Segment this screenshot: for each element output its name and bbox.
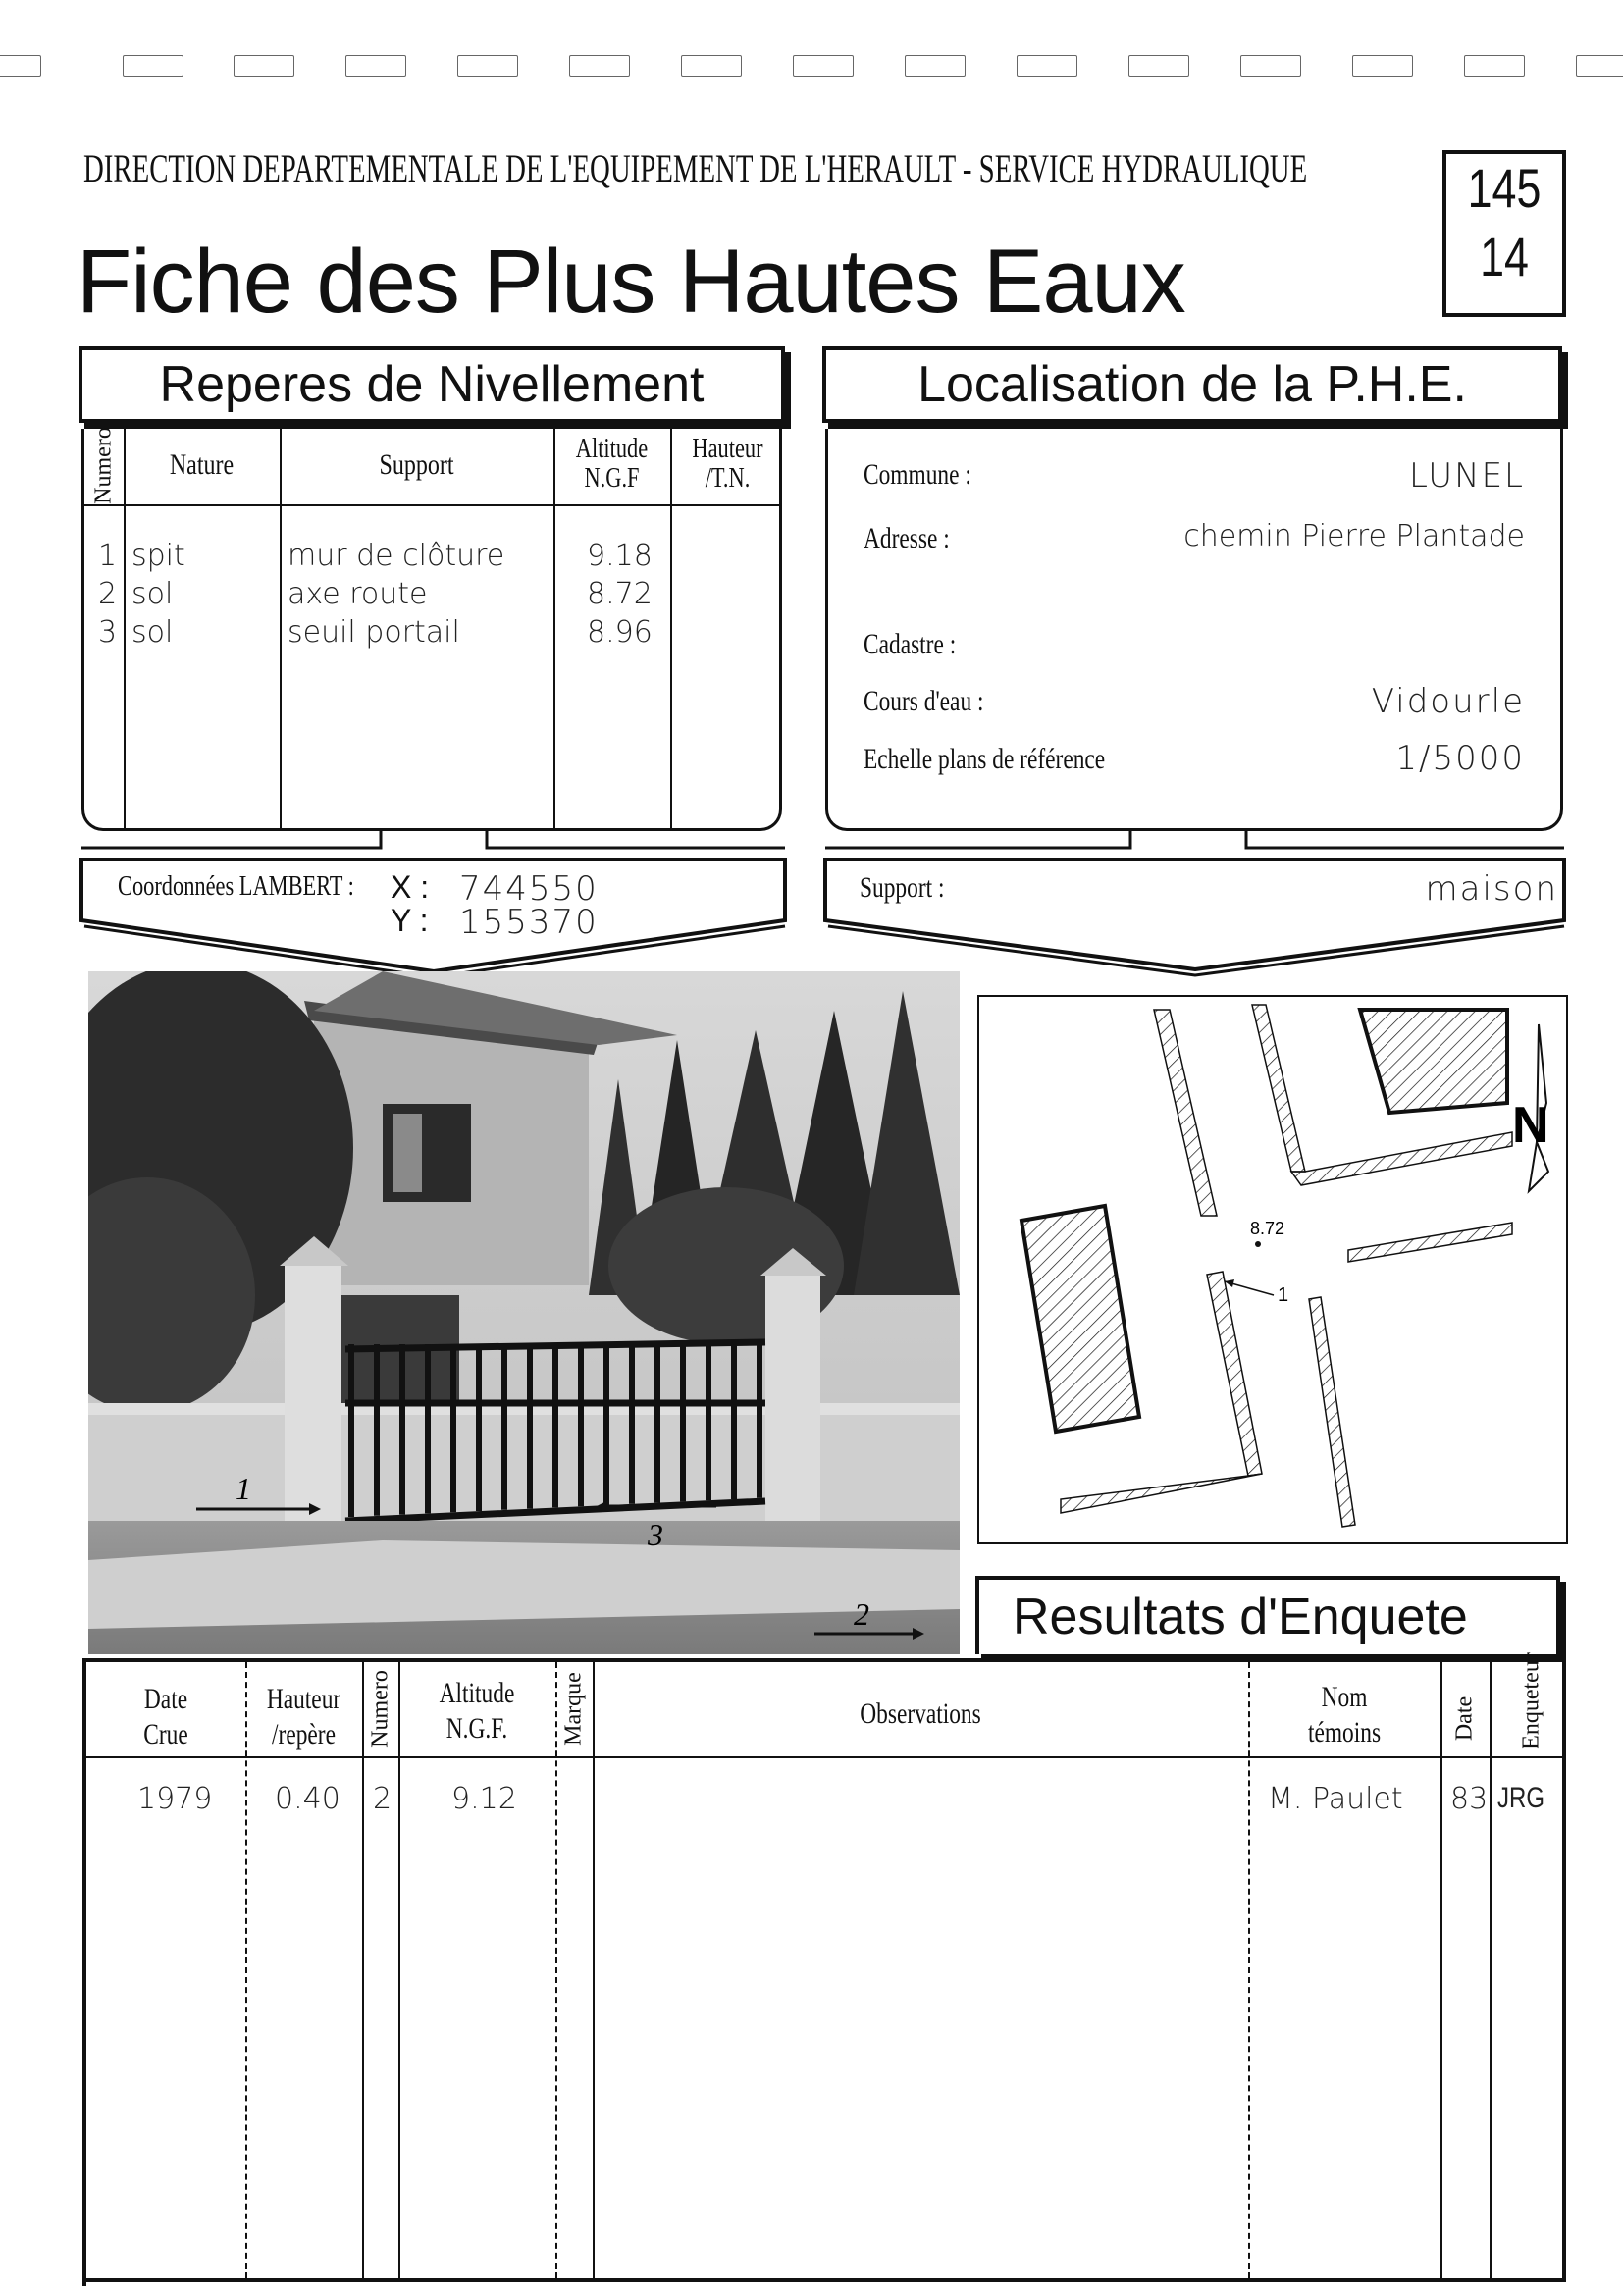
echelle-value: 1/5000 xyxy=(1395,739,1525,778)
page-title: Fiche des Plus Hautes Eaux xyxy=(77,232,1185,332)
localisation-heading-text: Localisation de la P.H.E. xyxy=(917,356,1467,413)
resultats-heading xyxy=(975,1576,1560,1654)
localisation-fields xyxy=(825,429,1563,831)
lambert-label: Coordonnées LAMBERT : xyxy=(118,871,354,902)
col-altitude: Altitude N.G.F. xyxy=(439,1677,515,1745)
photo-marker-3: 3 xyxy=(648,1517,663,1552)
echelle-label: Echelle plans de référence xyxy=(864,743,1106,775)
sheet-number-box xyxy=(1442,150,1566,317)
reperes-table: Numero Nature Support Altitude N.G.F Hauteur /T.N. 1 spit mur de clôture 9.18 2 sol axe route 8.72 3 sol seuil portail 8.96 xyxy=(81,429,782,831)
col-observations: Observations xyxy=(860,1697,981,1730)
plan-spot-height: 8.72 xyxy=(1250,1219,1285,1238)
reperes-heading-text: Reperes de Nivellement xyxy=(159,356,705,413)
adresse-label: Adresse : xyxy=(864,522,950,554)
col-date-crue: Date Crue xyxy=(143,1683,188,1750)
localisation-heading xyxy=(822,346,1562,423)
lambert-x-label: X : xyxy=(391,869,430,905)
support-value: maison xyxy=(1425,869,1558,909)
reperes-col-numero: Numero xyxy=(90,427,117,504)
agency-header: DIRECTION DEPARTEMENTALE DE L'EQUIPEMENT DE L'HERAULT - SERVICE HYDRAULIQUE xyxy=(83,146,1308,190)
binder-holes xyxy=(0,49,1623,78)
cours-deau-value: Vidourle xyxy=(1371,682,1525,721)
north-arrow-icon: N xyxy=(1512,1097,1549,1154)
location-plan xyxy=(977,995,1568,1544)
reperes-col-hauteur: Hauteur /T.N. xyxy=(692,434,763,494)
commune-value: LUNEL xyxy=(1409,456,1525,496)
plan-marker-1: 1 xyxy=(1278,1284,1289,1306)
photo-marker-2: 2 xyxy=(854,1596,869,1632)
col-hauteur-repere: Hauteur /repère xyxy=(266,1683,341,1750)
lambert-y-value: 155370 xyxy=(459,903,599,942)
reperes-heading xyxy=(79,346,785,423)
col-date: Date xyxy=(1451,1696,1478,1742)
col-enqueteur: Enqueteur xyxy=(1518,1652,1544,1749)
site-photograph xyxy=(88,971,960,1654)
adresse-value: chemin Pierre Plantade xyxy=(1183,519,1525,553)
reperes-panel xyxy=(79,346,789,837)
reperes-col-support: Support xyxy=(379,448,454,481)
support-label: Support : xyxy=(860,871,945,904)
photo-marker-1: 1 xyxy=(236,1471,251,1506)
col-numero: Numero xyxy=(367,1670,393,1748)
cadastre-label: Cadastre : xyxy=(864,628,957,660)
reperes-col-nature: Nature xyxy=(169,448,235,481)
col-nom-temoins: Nom témoins xyxy=(1307,1681,1382,1748)
resultats-table: Date Crue Hauteur /repère Numero Altitude N.G.F. Marque Observations Nom témoins Date Enqueteur 1979 0.40 2 9.12 M. Paulet 83 JRG xyxy=(82,1658,1566,2282)
reperes-col-altitude: Altitude N.G.F xyxy=(575,434,649,494)
sheet-number-top: 145 xyxy=(1467,157,1542,219)
commune-label: Commune : xyxy=(864,458,971,491)
lambert-x-value: 744550 xyxy=(459,869,599,909)
localisation-panel xyxy=(822,346,1570,837)
resultats-heading-text: Resultats d'Enquete xyxy=(1013,1589,1468,1645)
col-marque: Marque xyxy=(560,1672,587,1746)
sheet-number-bottom: 14 xyxy=(1480,226,1529,287)
lambert-y-label: Y : xyxy=(391,903,429,938)
cours-deau-label: Cours d'eau : xyxy=(864,685,984,717)
